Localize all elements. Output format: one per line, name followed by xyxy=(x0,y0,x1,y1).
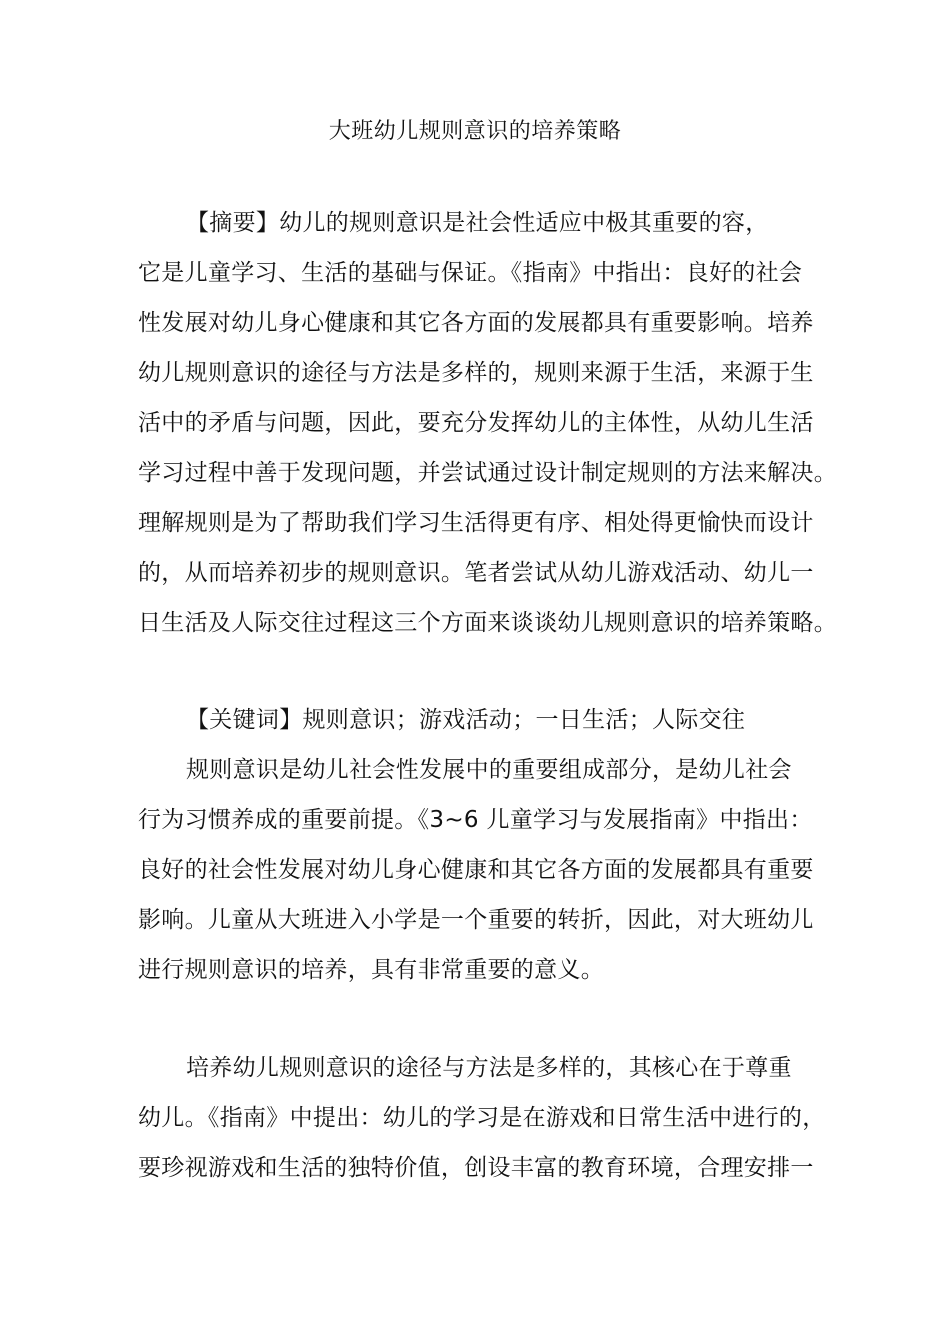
document-title: 大班幼儿规则意识的培养策略 xyxy=(328,119,622,144)
paragraph-line: 影响。儿童从大班进入小学是一个重要的转折，因此，对大班幼儿 xyxy=(138,907,814,933)
paragraph-line: 培养幼儿规则意识的途径与方法是多样的，其核心在于尊重 xyxy=(186,1055,792,1081)
abstract-line: 学习过程中善于发现问题，并尝试通过设计制定规则的方法来解决。 xyxy=(138,460,837,486)
abstract-line: 日生活及人际交往过程这三个方面来谈谈幼儿规则意识的培养策略。 xyxy=(138,610,837,636)
paragraph-line: 幼儿。《指南》中提出：幼儿的学习是在游戏和日常生活中进行的， xyxy=(138,1105,826,1131)
paragraph-line: 进行规则意识的培养，具有非常重要的意义。 xyxy=(138,957,604,983)
abstract-line: 理解规则是为了帮助我们学习生活得更有序、相处得更愉快而设计 xyxy=(138,510,814,536)
paragraph-line: 规则意识是幼儿社会性发展中的重要组成部分，是幼儿社会 xyxy=(186,757,792,783)
paragraph-line: 良好的社会性发展对幼儿身心健康和其它各方面的发展都具有重要 xyxy=(138,857,814,883)
abstract-line: 幼儿规则意识的途径与方法是多样的，规则来源于生活，来源于生 xyxy=(138,360,814,386)
abstract-line: 的，从而培养初步的规则意识。笔者尝试从幼儿游戏活动、幼儿一 xyxy=(138,560,814,586)
paragraph-line: 要珍视游戏和生活的独特价值，创设丰富的教育环境，合理安排一 xyxy=(138,1155,814,1181)
abstract-line: 它是儿童学习、生活的基础与保证。《指南》中指出：良好的社会 xyxy=(138,260,803,286)
keywords-line: 【关键词】规则意识；游戏活动；一日生活；人际交往 xyxy=(186,707,746,733)
abstract-line: 活中的矛盾与问题，因此，要充分发挥幼儿的主体性，从幼儿生活 xyxy=(138,410,814,436)
abstract-line: 【摘要】幼儿的规则意识是社会性适应中极其重要的容， xyxy=(186,210,769,236)
abstract-line: 性发展对幼儿身心健康和其它各方面的发展都具有重要影响。培养 xyxy=(138,310,814,336)
paragraph-line: 行为习惯养成的重要前提。《3~6 儿童学习与发展指南》中指出： xyxy=(138,807,813,833)
